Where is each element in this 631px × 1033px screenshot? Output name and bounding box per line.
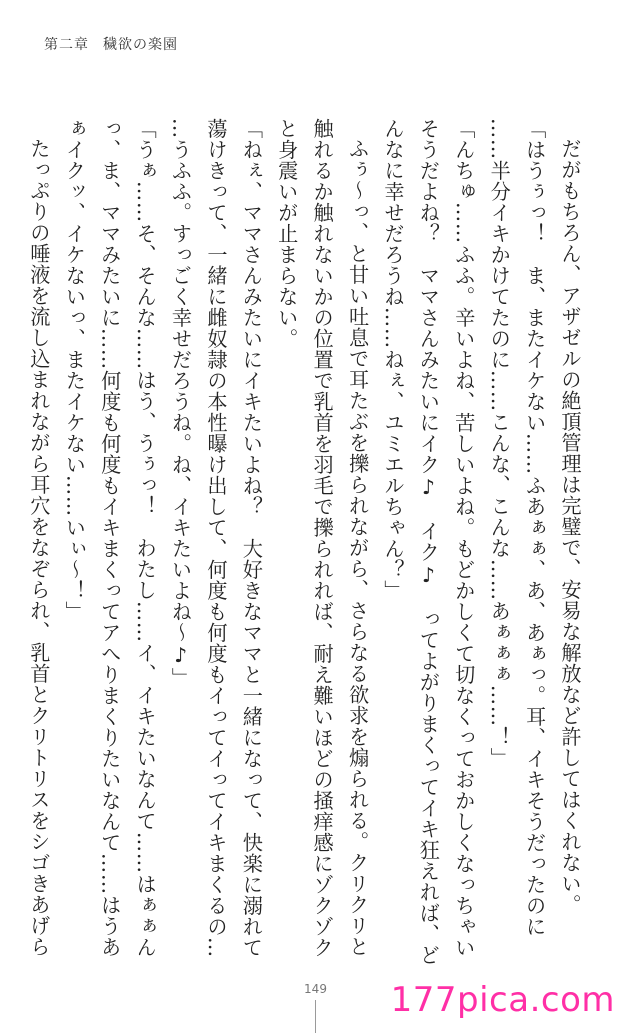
- text-line: 触れるか触れないかの位置で乳首を羽毛で擽られれば、耐え難いほどの掻痒感にゾクゾク: [310, 118, 335, 958]
- text-line: たっぷりの唾液を流し込まれながら耳穴をなぞられ、乳首とクリトリスをシゴきあげら: [26, 138, 51, 958]
- text-line: だがもちろん、アザゼルの絶頂管理は完璧で、安易な解放など許してはくれない。: [558, 138, 582, 916]
- text-line: 「ねぇ、ママさんみたいにイキたいよね？ 大好きなママと一緒になって、快楽に溺れて: [239, 118, 264, 958]
- text-line: 「んちゅ……ふふ。辛いよね、苦しいよね。もどかしくて切なくっておかしくなっちゃい: [451, 118, 476, 958]
- text-line: ぁイクッ、イケないっ、またイケない……いぃ～！」: [62, 118, 87, 622]
- vertical-body-text: [26, 118, 587, 966]
- text-line: …うふふ。すっごく幸せだろうね。ね、イキたいよね～♪」: [168, 118, 193, 689]
- text-line: 「うぁ……そ、そんな……はう、うぅっ！ わたし……イ、イキたいなんて……はぁぁん: [133, 118, 158, 958]
- text-line: 「はうぅっ！ ま、またイケない……ふあぁぁ、あ、あぁっ。耳、イキそうだったのに: [522, 118, 547, 937]
- chapter-label: 第二章: [44, 37, 89, 53]
- text-line: ……半分イキかけてたのに……こんな、こんな……あぁぁぁ……！」: [487, 118, 512, 769]
- text-line: ふぅ～っ、と甘い吐息で耳たぶを擽られながら、さらなる欲求を煽られる。クリクリと: [345, 138, 370, 958]
- chapter-title: 穢欲の楽園: [103, 37, 178, 53]
- text-line: そうだよね？ ママさんみたいにイク♪ イク♪ ってよがりまくってイキ狂えれば、ど: [416, 118, 441, 966]
- site-watermark: 177pica.com: [390, 980, 615, 1020]
- page-number-rule: [315, 1000, 316, 1033]
- text-line: と身震いが止まらない。: [274, 118, 299, 349]
- text-line: 蕩けきって、一緒に雌奴隷の本性曝け出して、何度も何度もイってイってイキまくるの…: [203, 118, 228, 958]
- running-header: [44, 34, 178, 54]
- page-number: 149: [304, 982, 327, 996]
- text-line: っ、ま、ママみたいに……何度も何度もイキまくってアへりまくりたいなんて……はうあ: [97, 118, 122, 958]
- text-line: んなに幸せだろうね……ねぇ、ユミエルちゃん？」: [380, 118, 405, 601]
